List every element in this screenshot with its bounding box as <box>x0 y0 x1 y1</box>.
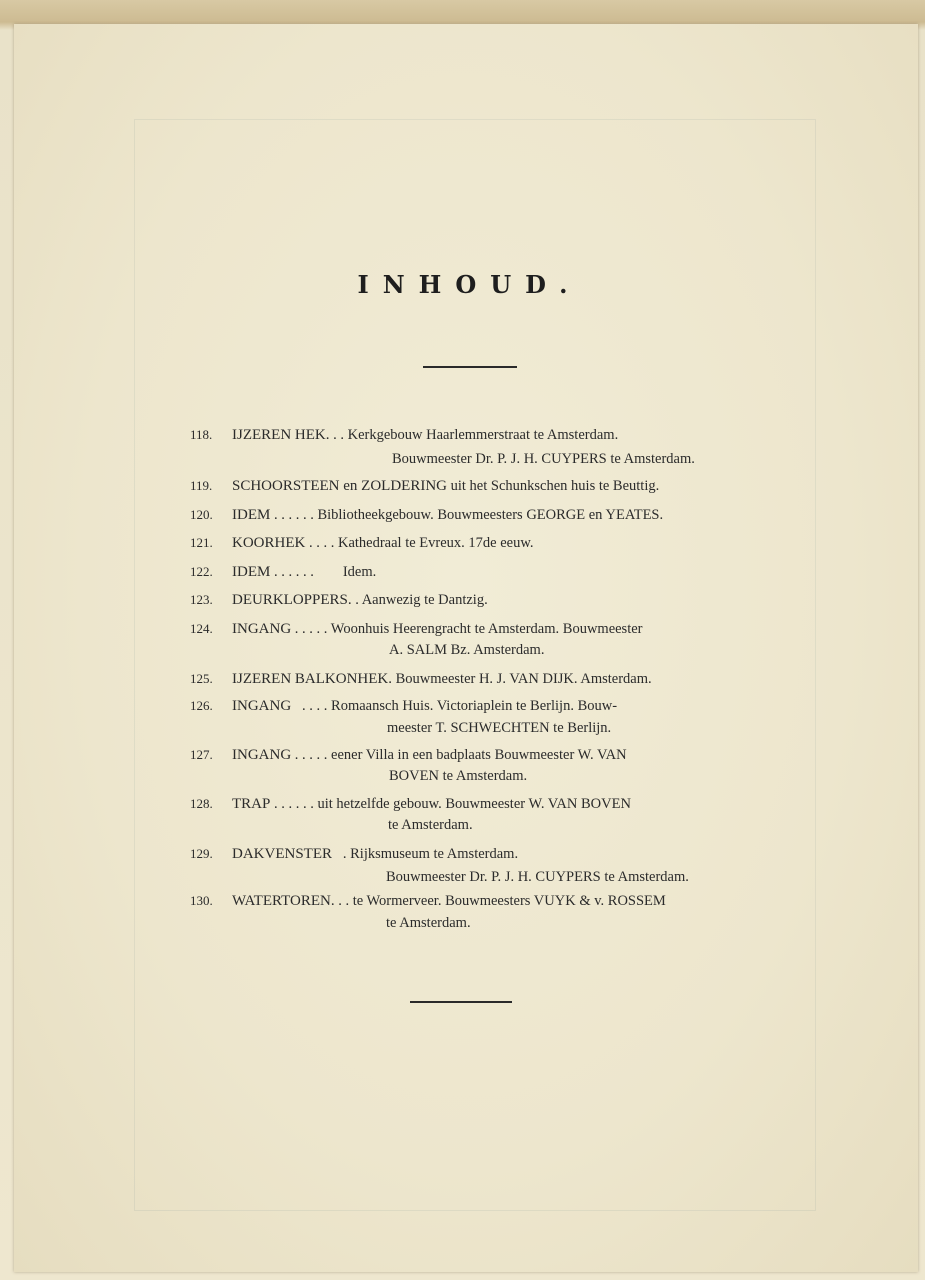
entry-description: Aanwezig te Dantzig. <box>361 592 488 608</box>
entry-number: 123. <box>190 592 213 607</box>
toc-entry-128 <box>190 794 750 814</box>
entry-description: te Wormerveer. Bouwmeesters VUYK & v. ROSSEM <box>352 893 666 909</box>
entry-description: Kerkgebouw Haarlemmerstraat te Amsterdam. <box>347 427 619 443</box>
entry-description: Idem. <box>342 564 377 580</box>
entry-description: uit het Schunkschen huis te Beuttig. <box>450 478 660 494</box>
entry-number: 118. <box>190 427 213 442</box>
top-divider <box>423 366 517 368</box>
entry-description: Bouwmeester H. J. VAN DIJK. Amsterdam. <box>395 671 652 687</box>
toc-entry-129 <box>190 844 750 864</box>
entry-number: 127. <box>190 747 213 762</box>
entry-name: KOORHEK <box>232 535 306 551</box>
toc-entry-120 <box>190 505 750 525</box>
bottom-divider <box>410 1001 512 1003</box>
entry-number: 130. <box>190 893 213 908</box>
toc-entry-118 <box>190 425 750 445</box>
entry-number: 124. <box>190 621 213 636</box>
entry-leader: . . <box>334 893 353 909</box>
toc-entry-119 <box>190 476 750 496</box>
toc-entry-123 <box>190 590 750 610</box>
entry-description: eener Villa in een badplaats Bouwmeester W. VAN <box>331 747 627 763</box>
entry-leader: . . . . . <box>291 621 331 637</box>
entry-leader: . . . . <box>305 535 338 551</box>
toc-entry-122 <box>190 562 750 582</box>
entry-name: DEURKLOPPERS. <box>232 592 352 608</box>
entry-leader: . . . . . <box>291 747 332 763</box>
entry-name: IDEM <box>232 564 271 580</box>
entry-description-cont: te Amsterdam. <box>386 915 471 931</box>
entry-number: 125. <box>190 671 213 686</box>
entry-number: 122. <box>190 564 213 579</box>
toc-entry-126 <box>190 696 750 716</box>
entry-leader: . . . . . . <box>270 796 318 812</box>
entry-name: IJZEREN HEK. <box>232 427 330 443</box>
entry-name: INGANG <box>232 621 292 637</box>
entry-leader: . . . . <box>291 698 332 714</box>
toc-entry-121 <box>190 533 750 553</box>
entry-description: Kathedraal te Evreux. 17de eeuw. <box>337 535 534 551</box>
entry-description: Rijksmuseum te Amsterdam. <box>350 846 519 862</box>
entry-description: Woonhuis Heerengracht te Amsterdam. Bouwmeester <box>330 621 643 637</box>
toc-entry-124 <box>190 619 750 639</box>
entry-name: TRAP <box>232 796 271 812</box>
entry-description: Bibliotheekgebouw. Bouwmeesters GEORGE en YEATES. <box>317 507 664 523</box>
entry-leader: . . <box>329 427 348 443</box>
toc-entry-127 <box>190 745 750 765</box>
entry-description: uit hetzelfde gebouw. Bouwmeester W. VAN BOVEN <box>317 796 631 812</box>
toc-entry-130 <box>190 891 750 911</box>
entry-name: INGANG <box>232 698 292 714</box>
entry-number: 129. <box>190 846 213 861</box>
toc-entry-125 <box>190 669 750 689</box>
entry-name: WATERTOREN. <box>232 893 335 909</box>
entry-description-cont: Bouwmeester Dr. P. J. H. CUYPERS te Amsterdam. <box>392 451 695 467</box>
entry-name: DAKVENSTER <box>232 846 332 862</box>
entry-leader: . <box>332 846 351 862</box>
entry-description-cont: A. SALM Bz. Amsterdam. <box>389 642 545 658</box>
entry-number: 121. <box>190 535 213 550</box>
entry-number: 119. <box>190 478 213 493</box>
entry-description-cont: Bouwmeester Dr. P. J. H. CUYPERS te Amsterdam. <box>386 869 689 885</box>
entry-leader: . <box>351 592 362 608</box>
entry-name: IJZEREN BALKONHEK. <box>232 671 392 687</box>
entry-name: SCHOORSTEEN en ZOLDERING <box>232 478 447 494</box>
entry-description-cont: meester T. SCHWECHTEN te Berlijn. <box>387 720 612 736</box>
entry-leader: . . . . . . <box>270 507 318 523</box>
entry-description-cont: te Amsterdam. <box>388 817 473 833</box>
entry-name: INGANG <box>232 747 292 763</box>
entry-number: 128. <box>190 796 213 811</box>
entry-leader: . . . . . . <box>270 564 343 580</box>
entry-number: 126. <box>190 698 213 713</box>
entry-description-cont: BOVEN te Amsterdam. <box>389 768 528 784</box>
page-title: INHOUD. <box>357 270 582 299</box>
entry-description: Romaansch Huis. Victoriaplein te Berlijn. Bouw- <box>331 698 618 714</box>
entry-name: IDEM <box>232 507 271 523</box>
entry-number: 120. <box>190 507 213 522</box>
